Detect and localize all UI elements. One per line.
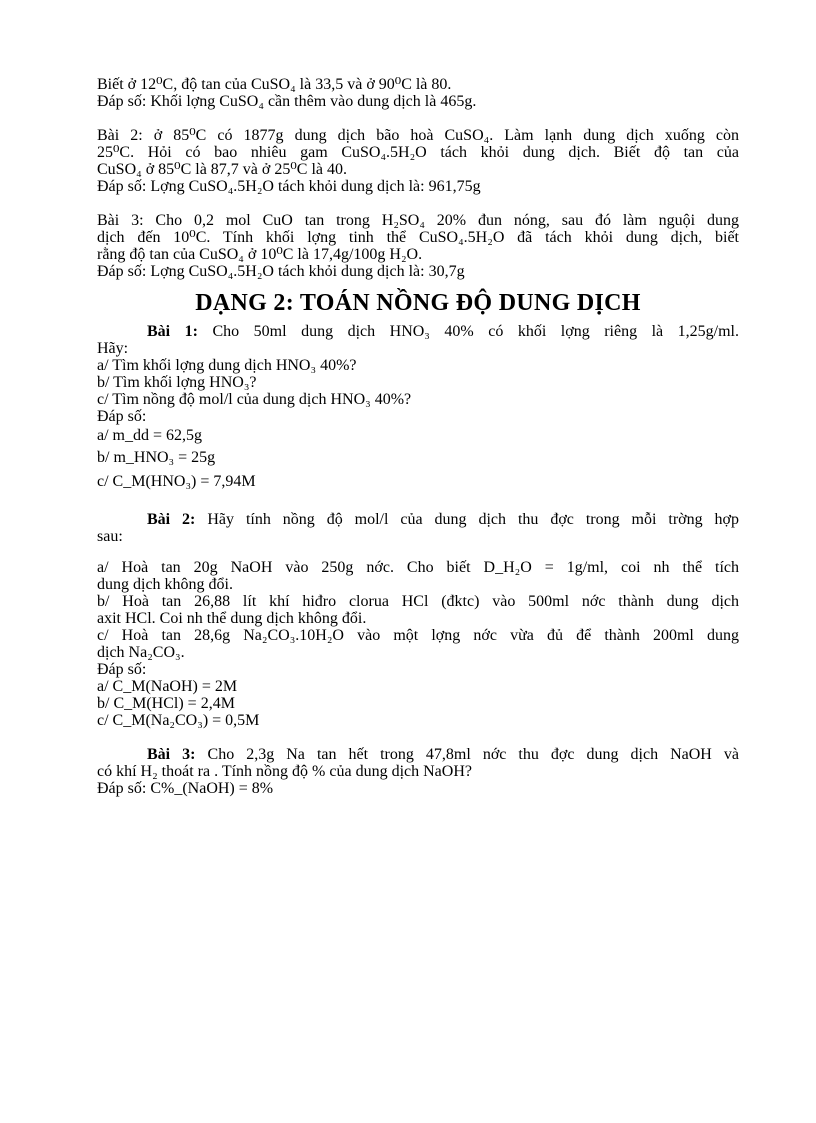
d2-bai3-line-2: có khí H₂ thoát ra . Tính nồng độ % của dung dịch NaOH? [97,763,472,780]
bai2a-line-1: Bài 2: ở 85⁰C có 1877g dung dịch bão hoà CuSO₄. Làm lạnh dung dịch xuống còn [97,127,739,144]
d2-bai2-a-line-1: a/ Hoà tan 20g NaOH vào 250g nớc. Cho biết D_H₂O = 1g/ml, coi nh thể tích [97,559,739,576]
intro-answer: Đáp số: Khối lợng CuSO₄ cần thêm vào dung dịch là 465g. [97,93,477,110]
d2-bai1-line-2: Hãy: [97,340,129,357]
intro-line-1: Biết ở 12⁰C, độ tan của CuSO₄ là 33,5 và ở 90⁰C là 80. [97,76,452,93]
bai3a-answer: Đáp số: Lợng CuSO₄.5H₂O tách khỏi dung dịch là: 30,7g [97,263,465,280]
bai2a-line-3: CuSO₄ ở 85⁰C là 87,7 và ở 25⁰C là 40. [97,161,347,178]
d2-bai1-text: Cho 50ml dung dịch HNO₃ 40% có khối lợng riêng là 1,25g/ml. [212,323,740,340]
d2-bai2-answer-a: a/ C_M(NaOH) = 2M [97,678,238,695]
d2-bai2-b-line-2: axit HCl. Coi nh thể dung dịch không đổi. [97,610,367,627]
bai3a-line-1: Bài 3: Cho 0,2 mol CuO tan trong H₂SO₄ 20% đun nóng, sau đó làm nguội dung [97,212,739,229]
d2-bai2-text: Hãy tính nồng độ mol/l của dung dịch thu đợc trong mỗi trờng hợp [207,511,740,528]
d2-bai1-line-1 [97,323,739,340]
d2-bai3-line-1 [97,746,739,763]
section-title: DẠNG 2: TOÁN NỒNG ĐỘ DUNG DỊCH [195,290,641,316]
d2-bai3-label: Bài 3: [147,746,196,763]
d2-bai3-answer: Đáp số: C%_(NaOH) = 8% [97,780,274,797]
d2-bai1-label: Bài 1: [147,323,198,340]
document-page [97,76,739,797]
d2-bai3-text: Cho 2,3g Na tan hết trong 47,8ml nớc thu đợc dung dịch NaOH và [207,746,739,763]
d2-bai2-answer-b: b/ C_M(HCl) = 2,4M [97,695,235,712]
d2-bai2-line-2: sau: [97,528,123,545]
d2-bai1-answer-a: a/ m_dd = 62,5g [97,427,203,444]
d2-bai1-answer-label: Đáp số: [97,408,147,425]
d2-bai2-c-line-2: dịch Na₂CO₃. [97,644,185,661]
d2-bai1-answer-c: c/ C_M(HNO₃) = 7,94M [97,473,256,490]
bai2a-line-2: 25⁰C. Hỏi có bao nhiêu gam CuSO₄.5H₂O tách khỏi dung dịch. Biết độ tan của [97,144,739,161]
d2-bai2-answer-c: c/ C_M(Na₂CO₃) = 0,5M [97,712,260,729]
d2-bai2-label: Bài 2: [147,511,196,528]
bai3a-line-3: rằng độ tan của CuSO₄ ở 10⁰C là 17,4g/100g H₂O. [97,246,423,263]
d2-bai2-a-line-2: dung dịch không đổi. [97,576,233,593]
d2-bai2-line-1 [97,511,739,528]
bai3a-line-2: dịch đến 10⁰C. Tính khối lợng tinh thể CuSO₄.5H₂O đã tách khỏi dung dịch, biết [97,229,739,246]
d2-bai1-question-b: b/ Tìm khối lợng HNO₃? [97,374,257,391]
d2-bai2-b-line-1: b/ Hoà tan 26,88 lít khí hiđro clorua HCl (đktc) vào 500ml nớc thành dung dịch [97,593,739,610]
d2-bai2-c-line-1: c/ Hoà tan 28,6g Na₂CO₃.10H₂O vào một lợng nớc vừa đủ để thành 200ml dung [97,627,739,644]
d2-bai1-answer-b: b/ m_HNO₃ = 25g [97,449,216,466]
d2-bai2-answer-label: Đáp số: [97,661,147,678]
bai2a-answer: Đáp số: Lợng CuSO₄.5H₂O tách khỏi dung dịch là: 961,75g [97,178,481,195]
d2-bai1-question-a: a/ Tìm khối lợng dung dịch HNO₃ 40%? [97,357,357,374]
d2-bai1-question-c: c/ Tìm nồng độ mol/l của dung dịch HNO₃ 40%? [97,391,412,408]
